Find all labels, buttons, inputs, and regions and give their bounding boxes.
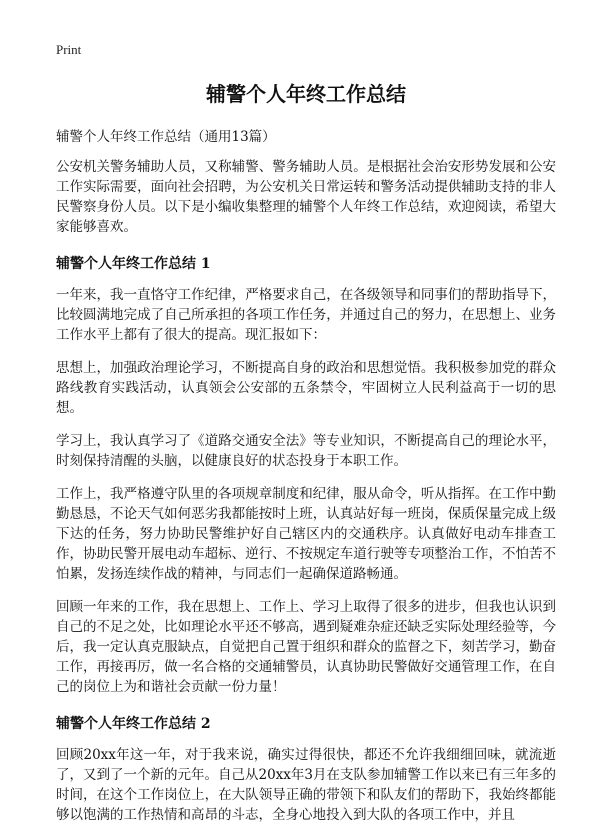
section-paragraph: 学习上，我认真学习了《道路交通安全法》等专业知识，不断提高自己的理论水平，时刻保持清醒的头脑，以健康良好的状态投身于本职工作。 bbox=[56, 433, 556, 469]
section-paragraph: 回顾一年来的工作，我在思想上、工作上、学习上取得了很多的进步，但我也认识到自己的不足之处，比如理论水平还不够高，遇到疑难杂症还缺乏实际处理经验等，今后，我一定认真克服缺点，自觉把自己置于组织和群众的监督之下，刻苦学习，勤奋工作，再接再厉，做一名合格的交通辅警员，认真协助民警做好交通管理工作，在自己的岗位上为和谐社会贡献一份力量！ bbox=[56, 599, 556, 695]
section-heading: 辅警个人年终工作总结 2 bbox=[56, 716, 211, 732]
document-subtitle: 辅警个人年终工作总结（通用13篇） bbox=[56, 129, 276, 145]
section-paragraph: 回顾20xx年这一年，对于我来说，确实过得很快，都还不允许我细细回味，就流逝了，又到了一个新的元年。自己从20xx年3月在支队参加辅警工作以来已有三年多的时间，在这个工作岗位上，在大队领导正确的带领下和队友们的帮助下，我始终都能够以饱满的工作热情和高昂的斗志，全身心地投入到大队的各项工作中，并且 bbox=[56, 747, 556, 823]
section-paragraph: 思想上，加强政治理论学习，不断提高自身的政治和思想觉悟。我积极参加党的群众路线教育实践活动，认真领会公安部的五条禁令，牢固树立人民利益高于一切的思想。 bbox=[56, 360, 556, 416]
section-paragraph: 一年来，我一直恪守工作纪律，严格要求自己，在各级领导和同事们的帮助指导下，比较圆满地完成了自己所承担的各项工作任务，并通过自己的努力，在思想上、业务工作水平上都有了很大的提高。现汇报如下： bbox=[56, 287, 556, 343]
intro-paragraph: 公安机关警务辅助人员，又称辅警、警务辅助人员。是根据社会治安形势发展和公安工作实际需要，面向社会招聘，为公安机关日常运转和警务活动提供辅助支持的非人民警察身份人员。以下是小编收集整理的辅警个人年终工作总结，欢迎阅读，希望大家能够喜欢。 bbox=[56, 159, 556, 235]
section-paragraph: 工作上，我严格遵守队里的各项规章制度和纪律，服从命令，听从指挥。在工作中勤勤恳恳，不论天气如何恶劣我都能按时上班，认真站好每一班岗，保质保量完成上级下达的任务，努力协助民警维护好自己辖区内的交通秩序。认真做好电动车排查工作，协助民警开展电动车超标、逆行、不按规定车道行驶等专项整治工作，不怕苦不怕累，发扬连续作战的精神，与同志们一起确保道路畅通。 bbox=[56, 486, 556, 582]
document-title: 辅警个人年终工作总结 bbox=[206, 82, 406, 106]
section-heading: 辅警个人年终工作总结 1 bbox=[56, 256, 211, 272]
print-link[interactable]: Print bbox=[56, 42, 82, 57]
section-1 bbox=[56, 253, 556, 697]
section-2 bbox=[56, 713, 556, 825]
